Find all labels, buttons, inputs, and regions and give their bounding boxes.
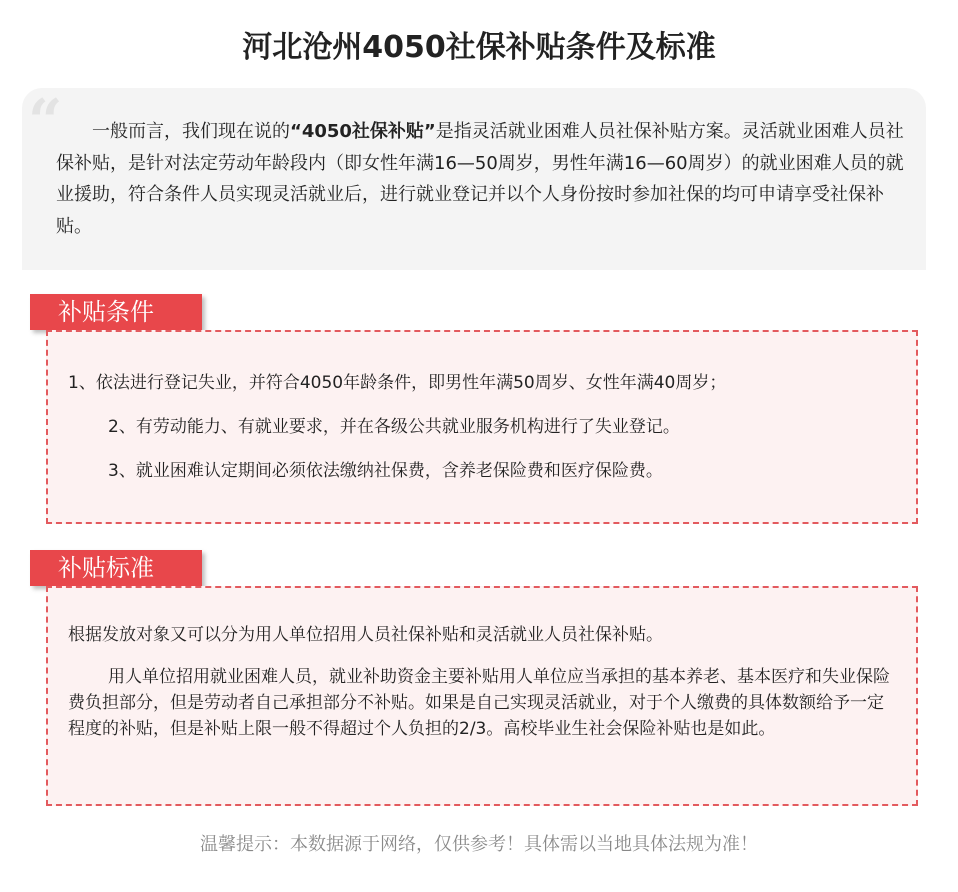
conditions-heading: 补贴条件 xyxy=(30,294,202,330)
quote-icon: “ xyxy=(28,87,63,157)
standards-paragraph: 用人单位招用就业困难人员，就业补助资金主要补贴用人单位应当承担的基本养老、基本医疗和失业保险费负担部分，但是劳动者自己承担部分不补贴。如果是自己实现灵活就业，对于个人缴费的具体数额给予一定程度的补贴，但是补贴上限一般不得超过个人负担的2/3。高校毕业生社会保险补贴也是如此。 xyxy=(68,667,890,739)
condition-item: 2、有劳动能力、有就业要求，并在各级公共就业服务机构进行了失业登记。 xyxy=(108,417,680,437)
page-title: 河北沧州4050社保补贴条件及标准 xyxy=(242,30,716,65)
standards-heading: 补贴标准 xyxy=(30,550,202,586)
condition-item: 3、就业困难认定期间必须依法缴纳社保费，含养老保险费和医疗保险费。 xyxy=(108,461,663,481)
intro-lead: 一般而言，我们现在说的 xyxy=(92,121,290,142)
intro-panel xyxy=(22,88,926,270)
standards-paragraph: 根据发放对象又可以分为用人单位招用人员社保补贴和灵活就业人员社保补贴。 xyxy=(68,625,663,645)
condition-item: 1、依法进行登记失业，并符合4050年龄条件，即男性年满50周岁、女性年满40周岁； xyxy=(68,373,727,393)
standards-box xyxy=(46,586,918,806)
footer-notice: 温馨提示：本数据源于网络，仅供参考！具体需以当地具体法规为准！ xyxy=(200,834,758,855)
intro-highlight: “4050社保补贴” xyxy=(290,121,436,142)
conditions-box xyxy=(46,330,918,524)
intro-text xyxy=(56,116,916,242)
intro-rest: 是指灵活就业困难人员社保补贴方案。灵活就业困难人员社保补贴，是针对法定劳动年龄段内（即女性年满16—50周岁，男性年满16—60周岁）的就业困难人员的就业援助，符合条件人员实现灵活就业后，进行就业登记并以个人身份按时参加社保的均可申请享受社保补贴。 xyxy=(56,121,904,237)
